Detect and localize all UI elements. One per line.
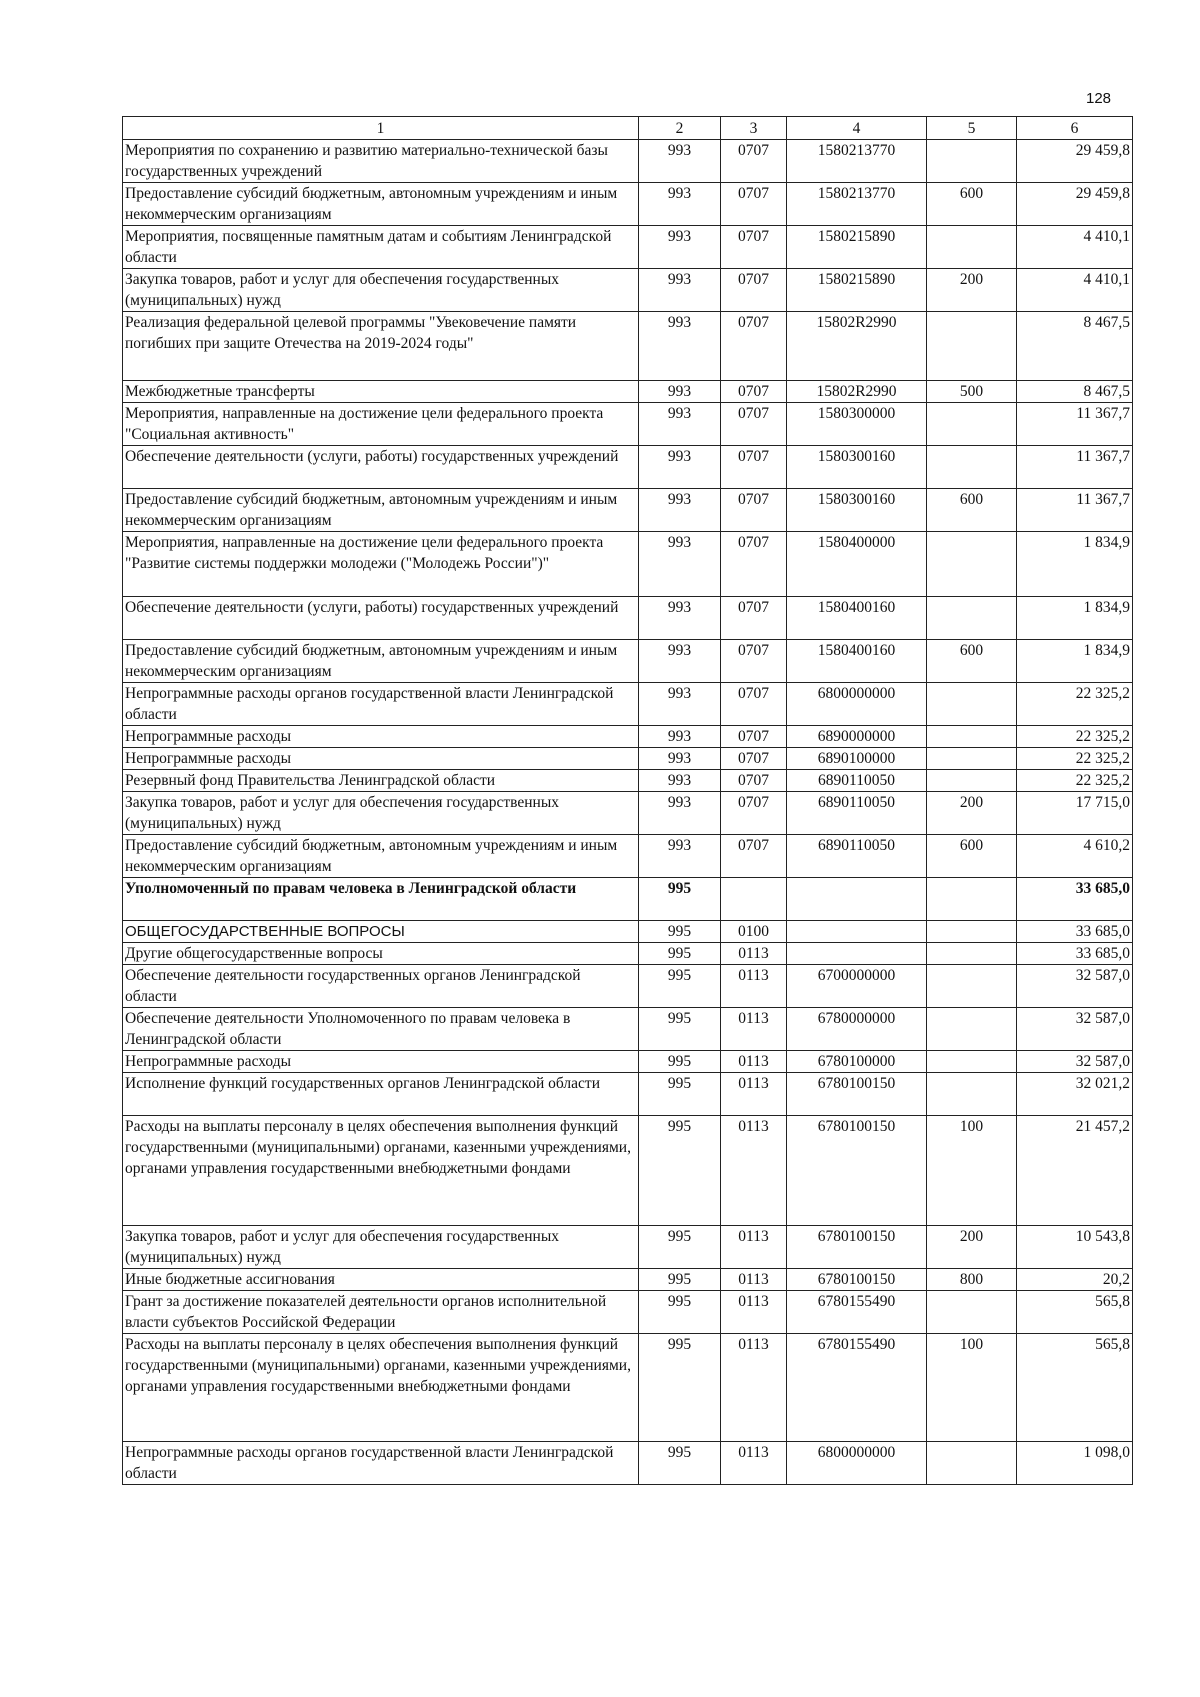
row-expense-type: 600: [927, 640, 1017, 683]
row-target-code: 15802R2990: [787, 312, 927, 381]
row-expense-type: [927, 726, 1017, 748]
row-expense-type: [927, 748, 1017, 770]
row-name: Обеспечение деятельности (услуги, работы) государственных учреждений: [123, 446, 639, 489]
row-section-code: 0707: [721, 532, 787, 597]
row-name: Резервный фонд Правительства Ленинградской области: [123, 770, 639, 792]
row-section-code: 0113: [721, 1073, 787, 1116]
row-expense-type: 800: [927, 1269, 1017, 1291]
row-name: Обеспечение деятельности Уполномоченного по правам человека в Ленинградской области: [123, 1008, 639, 1051]
row-ministry-code: 993: [639, 446, 721, 489]
row-ministry-code: 995: [639, 943, 721, 965]
row-ministry-code: 995: [639, 1116, 721, 1226]
row-amount: 565,8: [1017, 1334, 1133, 1442]
row-section-code: 0707: [721, 792, 787, 835]
row-ministry-code: 993: [639, 381, 721, 403]
row-name: Расходы на выплаты персоналу в целях обеспечения выполнения функций государственными (муниципальными) органами, казенными учреждениями, органами управления государственными внебюджетными фондами: [123, 1334, 639, 1442]
row-ministry-code: 995: [639, 1334, 721, 1442]
row-amount: 1 834,9: [1017, 597, 1133, 640]
row-expense-type: 200: [927, 1226, 1017, 1269]
row-expense-type: [927, 226, 1017, 269]
row-name: Непрограммные расходы: [123, 1051, 639, 1073]
table-row: [123, 835, 1133, 878]
row-ministry-code: 993: [639, 835, 721, 878]
row-expense-type: 500: [927, 381, 1017, 403]
row-target-code: 1580215890: [787, 226, 927, 269]
row-target-code: [787, 943, 927, 965]
row-expense-type: [927, 965, 1017, 1008]
row-expense-type: [927, 403, 1017, 446]
row-amount: 21 457,2: [1017, 1116, 1133, 1226]
row-ministry-code: 993: [639, 770, 721, 792]
row-ministry-code: 995: [639, 1291, 721, 1334]
table-row: [123, 726, 1133, 748]
table-row: [123, 1008, 1133, 1051]
row-target-code: [787, 878, 927, 921]
row-ministry-code: 995: [639, 1051, 721, 1073]
row-expense-type: [927, 878, 1017, 921]
row-ministry-code: 993: [639, 489, 721, 532]
row-ministry-code: 993: [639, 792, 721, 835]
row-amount: 33 685,0: [1017, 921, 1133, 943]
table-row: [123, 683, 1133, 726]
row-target-code: 6890110050: [787, 835, 927, 878]
row-expense-type: [927, 1291, 1017, 1334]
row-expense-type: [927, 943, 1017, 965]
row-section-code: 0113: [721, 1334, 787, 1442]
row-amount: 22 325,2: [1017, 748, 1133, 770]
row-target-code: 15802R2990: [787, 381, 927, 403]
row-ministry-code: 993: [639, 140, 721, 183]
row-name: Закупка товаров, работ и услуг для обеспечения государственных (муниципальных) нужд: [123, 1226, 639, 1269]
row-ministry-code: 995: [639, 1073, 721, 1116]
table-row: [123, 489, 1133, 532]
row-expense-type: [927, 446, 1017, 489]
row-target-code: 1580400160: [787, 597, 927, 640]
table-row: [123, 226, 1133, 269]
row-section-code: 0113: [721, 1442, 787, 1485]
page-number: 128: [1086, 90, 1112, 107]
table-row: [123, 965, 1133, 1008]
row-expense-type: [927, 1008, 1017, 1051]
row-amount: 32 021,2: [1017, 1073, 1133, 1116]
row-target-code: 6780155490: [787, 1291, 927, 1334]
row-name: ОБЩЕГОСУДАРСТВЕННЫЕ ВОПРОСЫ: [123, 921, 639, 943]
row-section-code: [721, 878, 787, 921]
row-ministry-code: 993: [639, 726, 721, 748]
row-section-code: 0113: [721, 943, 787, 965]
row-ministry-code: 993: [639, 312, 721, 381]
table-row: [123, 748, 1133, 770]
row-amount: 29 459,8: [1017, 140, 1133, 183]
row-amount: 4 610,2: [1017, 835, 1133, 878]
row-name: Исполнение функций государственных органов Ленинградской области: [123, 1073, 639, 1116]
row-section-code: 0707: [721, 269, 787, 312]
table-row: [123, 269, 1133, 312]
row-section-code: 0707: [721, 489, 787, 532]
row-target-code: 1580213770: [787, 183, 927, 226]
row-name: Расходы на выплаты персоналу в целях обеспечения выполнения функций государственными (муниципальными) органами, казенными учреждениями, органами управления государственными внебюджетными фондами: [123, 1116, 639, 1226]
row-target-code: 6890110050: [787, 770, 927, 792]
row-amount: 1 098,0: [1017, 1442, 1133, 1485]
row-target-code: 6780100000: [787, 1051, 927, 1073]
column-header: 2: [639, 117, 721, 140]
row-amount: 22 325,2: [1017, 726, 1133, 748]
row-expense-type: [927, 532, 1017, 597]
table-row: [123, 1334, 1133, 1442]
row-name: Непрограммные расходы органов государственной власти Ленинградской области: [123, 683, 639, 726]
row-target-code: 1580300000: [787, 403, 927, 446]
table-row: [123, 1442, 1133, 1485]
row-section-code: 0707: [721, 597, 787, 640]
row-name: Межбюджетные трансферты: [123, 381, 639, 403]
row-target-code: 6890100000: [787, 748, 927, 770]
row-target-code: 1580300160: [787, 489, 927, 532]
table-row: [123, 183, 1133, 226]
row-amount: 11 367,7: [1017, 489, 1133, 532]
row-target-code: 1580215890: [787, 269, 927, 312]
row-name: Мероприятия, направленные на достижение цели федерального проекта "Развитие системы поддержки молодежи ("Молодежь России")": [123, 532, 639, 597]
table-row: [123, 312, 1133, 381]
row-section-code: 0707: [721, 640, 787, 683]
table-row: [123, 770, 1133, 792]
row-amount: 8 467,5: [1017, 381, 1133, 403]
row-expense-type: [927, 683, 1017, 726]
row-section-code: 0113: [721, 1269, 787, 1291]
table-row: [123, 921, 1133, 943]
row-target-code: 1580300160: [787, 446, 927, 489]
row-name: Обеспечение деятельности государственных органов Ленинградской области: [123, 965, 639, 1008]
row-amount: 22 325,2: [1017, 683, 1133, 726]
row-name: Обеспечение деятельности (услуги, работы) государственных учреждений: [123, 597, 639, 640]
table-row: [123, 140, 1133, 183]
row-amount: 17 715,0: [1017, 792, 1133, 835]
row-ministry-code: 993: [639, 532, 721, 597]
row-amount: 20,2: [1017, 1269, 1133, 1291]
row-name: Грант за достижение показателей деятельности органов исполнительной власти субъектов Российской Федерации: [123, 1291, 639, 1334]
row-name: Предоставление субсидий бюджетным, автономным учреждениям и иным некоммерческим организациям: [123, 835, 639, 878]
row-ministry-code: 993: [639, 683, 721, 726]
row-name: Непрограммные расходы: [123, 748, 639, 770]
row-amount: 1 834,9: [1017, 532, 1133, 597]
row-section-code: 0113: [721, 965, 787, 1008]
row-name: Предоставление субсидий бюджетным, автономным учреждениям и иным некоммерческим организациям: [123, 640, 639, 683]
table-row: [123, 640, 1133, 683]
row-target-code: 6800000000: [787, 683, 927, 726]
row-section-code: 0707: [721, 683, 787, 726]
column-header: 6: [1017, 117, 1133, 140]
row-amount: 4 410,1: [1017, 269, 1133, 312]
row-expense-type: 600: [927, 489, 1017, 532]
row-expense-type: 600: [927, 835, 1017, 878]
row-expense-type: [927, 1051, 1017, 1073]
row-expense-type: 200: [927, 792, 1017, 835]
row-ministry-code: 995: [639, 921, 721, 943]
row-expense-type: [927, 597, 1017, 640]
row-ministry-code: 993: [639, 597, 721, 640]
row-target-code: 6890110050: [787, 792, 927, 835]
row-expense-type: [927, 921, 1017, 943]
row-expense-type: 200: [927, 269, 1017, 312]
row-expense-type: 100: [927, 1334, 1017, 1442]
row-name: Непрограммные расходы органов государственной власти Ленинградской области: [123, 1442, 639, 1485]
row-target-code: [787, 921, 927, 943]
row-name: Непрограммные расходы: [123, 726, 639, 748]
table-row: [123, 597, 1133, 640]
row-section-code: 0100: [721, 921, 787, 943]
row-expense-type: [927, 1442, 1017, 1485]
row-amount: 10 543,8: [1017, 1226, 1133, 1269]
row-expense-type: [927, 312, 1017, 381]
row-target-code: 1580213770: [787, 140, 927, 183]
row-name: Предоставление субсидий бюджетным, автономным учреждениям и иным некоммерческим организациям: [123, 489, 639, 532]
row-amount: 565,8: [1017, 1291, 1133, 1334]
row-target-code: 1580400160: [787, 640, 927, 683]
row-section-code: 0707: [721, 381, 787, 403]
row-amount: 32 587,0: [1017, 1008, 1133, 1051]
table-row: [123, 446, 1133, 489]
table-row: [123, 1291, 1133, 1334]
row-section-code: 0707: [721, 403, 787, 446]
row-name: Иные бюджетные ассигнования: [123, 1269, 639, 1291]
table-row: [123, 532, 1133, 597]
row-ministry-code: 993: [639, 748, 721, 770]
row-target-code: 6780100150: [787, 1073, 927, 1116]
row-section-code: 0113: [721, 1291, 787, 1334]
row-target-code: 6780100150: [787, 1226, 927, 1269]
row-expense-type: [927, 140, 1017, 183]
table-row: [123, 403, 1133, 446]
row-amount: 32 587,0: [1017, 965, 1133, 1008]
row-amount: 22 325,2: [1017, 770, 1133, 792]
row-amount: 8 467,5: [1017, 312, 1133, 381]
table-row: [123, 1051, 1133, 1073]
row-name: Реализация федеральной целевой программы "Увековечение памяти погибших при защите Отечества на 2019-2024 годы": [123, 312, 639, 381]
row-ministry-code: 995: [639, 878, 721, 921]
row-name: Мероприятия, посвященные памятным датам и событиям Ленинградской области: [123, 226, 639, 269]
row-section-code: 0113: [721, 1226, 787, 1269]
row-section-code: 0707: [721, 446, 787, 489]
row-ministry-code: 993: [639, 226, 721, 269]
row-section-code: 0707: [721, 226, 787, 269]
row-expense-type: 600: [927, 183, 1017, 226]
row-ministry-code: 993: [639, 269, 721, 312]
row-amount: 11 367,7: [1017, 403, 1133, 446]
row-section-code: 0707: [721, 140, 787, 183]
row-name: Закупка товаров, работ и услуг для обеспечения государственных (муниципальных) нужд: [123, 269, 639, 312]
table-row: [123, 1073, 1133, 1116]
table-row: [123, 943, 1133, 965]
row-target-code: 6780100150: [787, 1116, 927, 1226]
column-header: 1: [123, 117, 639, 140]
row-amount: 11 367,7: [1017, 446, 1133, 489]
column-header: 5: [927, 117, 1017, 140]
row-ministry-code: 995: [639, 965, 721, 1008]
row-section-code: 0113: [721, 1008, 787, 1051]
row-ministry-code: 993: [639, 403, 721, 446]
row-target-code: 1580400000: [787, 532, 927, 597]
row-name: Мероприятия по сохранению и развитию материально-технической базы государственных учреждений: [123, 140, 639, 183]
row-target-code: 6800000000: [787, 1442, 927, 1485]
row-section-code: 0113: [721, 1051, 787, 1073]
row-ministry-code: 995: [639, 1008, 721, 1051]
table-row: [123, 1269, 1133, 1291]
row-target-code: 6700000000: [787, 965, 927, 1008]
row-ministry-code: 995: [639, 1269, 721, 1291]
budget-table: [122, 116, 1133, 1485]
row-ministry-code: 995: [639, 1442, 721, 1485]
row-section-code: 0113: [721, 1116, 787, 1226]
table-row: [123, 1226, 1133, 1269]
row-target-code: 6780155490: [787, 1334, 927, 1442]
row-ministry-code: 995: [639, 1226, 721, 1269]
row-name: Мероприятия, направленные на достижение цели федерального проекта "Социальная активность": [123, 403, 639, 446]
row-ministry-code: 993: [639, 640, 721, 683]
table-row: [123, 1116, 1133, 1226]
row-target-code: 6780100150: [787, 1269, 927, 1291]
row-expense-type: [927, 770, 1017, 792]
row-amount: 1 834,9: [1017, 640, 1133, 683]
table-row: [123, 878, 1133, 921]
row-amount: 33 685,0: [1017, 943, 1133, 965]
row-name: Другие общегосударственные вопросы: [123, 943, 639, 965]
row-section-code: 0707: [721, 312, 787, 381]
row-section-code: 0707: [721, 748, 787, 770]
row-target-code: 6780000000: [787, 1008, 927, 1051]
row-amount: 33 685,0: [1017, 878, 1133, 921]
row-section-code: 0707: [721, 770, 787, 792]
row-section-code: 0707: [721, 835, 787, 878]
column-header: 3: [721, 117, 787, 140]
row-amount: 4 410,1: [1017, 226, 1133, 269]
row-name: Уполномоченный по правам человека в Ленинградской области: [123, 878, 639, 921]
row-section-code: 0707: [721, 183, 787, 226]
row-ministry-code: 993: [639, 183, 721, 226]
column-header: 4: [787, 117, 927, 140]
row-expense-type: [927, 1073, 1017, 1116]
row-amount: 32 587,0: [1017, 1051, 1133, 1073]
table-row: [123, 381, 1133, 403]
row-section-code: 0707: [721, 726, 787, 748]
row-expense-type: 100: [927, 1116, 1017, 1226]
row-name: Предоставление субсидий бюджетным, автономным учреждениям и иным некоммерческим организациям: [123, 183, 639, 226]
header-row: [123, 117, 1133, 140]
row-amount: 29 459,8: [1017, 183, 1133, 226]
row-name: Закупка товаров, работ и услуг для обеспечения государственных (муниципальных) нужд: [123, 792, 639, 835]
table-row: [123, 792, 1133, 835]
row-target-code: 6890000000: [787, 726, 927, 748]
